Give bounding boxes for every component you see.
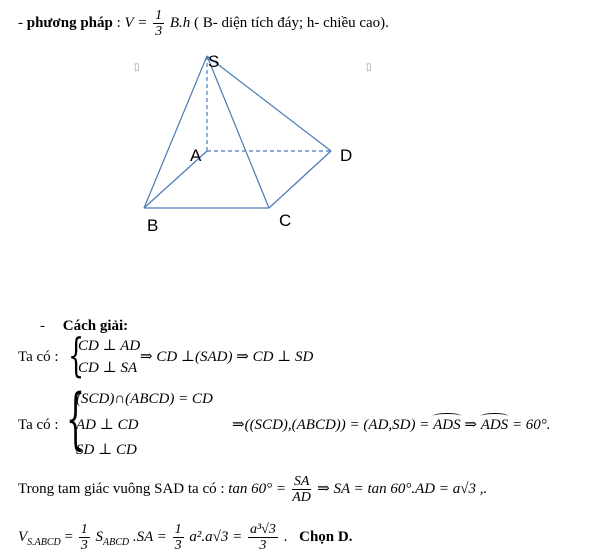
frac-den: 3	[174, 538, 182, 553]
volume-subscript: S.ABCD	[27, 536, 61, 548]
step4-end: .	[283, 528, 288, 545]
volume-symbol: V	[18, 528, 28, 545]
formula-rhs: B.h	[169, 14, 191, 31]
step2-result-c: = 60°.	[511, 417, 551, 433]
step2-brace: {	[66, 380, 85, 457]
vertex-label-A: A	[190, 146, 202, 165]
vertex-label-B: B	[147, 216, 159, 235]
step2-prefix: Ta có :	[18, 417, 59, 433]
bullet: -	[40, 318, 45, 334]
step2-result-a: ⇒((SCD),(ABCD)) = (AD,SD) =	[232, 417, 430, 433]
step2-line2: AD ⊥ CD	[76, 417, 139, 433]
vertex-label-D: D	[340, 146, 353, 165]
step2-result	[232, 416, 551, 434]
step4-line	[18, 522, 352, 553]
vertex-label-C: C	[279, 211, 292, 230]
frame-marker-left: ▯	[134, 62, 140, 73]
frame-marker-right: ▯	[366, 62, 372, 73]
edge-SB	[144, 56, 207, 208]
frac-den: 3	[155, 24, 163, 39]
step2-line1: (SCD)∩(ABCD) = CD	[76, 391, 213, 407]
frac-num: SA	[293, 474, 310, 489]
step1-brace: {	[68, 328, 85, 382]
base-area-subscript: ABCD	[103, 536, 130, 548]
answer: Chọn D.	[299, 528, 353, 545]
step4-mid3: a².a√3 =	[189, 528, 243, 545]
frac-num: 1	[80, 522, 88, 537]
fraction-3	[248, 522, 278, 553]
edge-SD	[207, 56, 331, 151]
fraction-one-third	[153, 8, 164, 39]
step1-result: ⇒ CD ⊥(SAD) ⇒ CD ⊥ SD	[140, 349, 314, 365]
method-label: phương pháp	[26, 14, 113, 31]
bullet: -	[18, 14, 23, 31]
tan-lhs: tan 60° =	[228, 480, 287, 497]
eq: =	[64, 528, 73, 545]
method-note: ( B- diện tích đáy; h- chiều cao).	[193, 14, 389, 31]
fraction-2	[173, 522, 184, 553]
vertex-label-S: S	[208, 52, 220, 71]
frac-num: a³√3	[249, 522, 276, 537]
frac-den: 3	[259, 538, 267, 553]
edge-SC	[207, 56, 269, 208]
tan-rhs: ⇒ SA = tan 60°.AD = a√3 ,.	[317, 480, 488, 497]
step4-mid2: .SA =	[132, 528, 167, 545]
step2-line3: SD ⊥ CD	[76, 442, 137, 458]
step2-result-b: ⇒	[464, 417, 477, 433]
colon: :	[116, 14, 121, 31]
step3-prefix: Trong tam giác vuông SAD ta có :	[18, 480, 225, 497]
method-line	[18, 8, 389, 39]
frac-num: 1	[155, 8, 163, 23]
step1-line2: CD ⊥ SA	[78, 360, 138, 376]
step1-line1: CD ⊥ AD	[78, 338, 141, 354]
edge-CD	[269, 151, 331, 208]
step3-line	[18, 474, 487, 505]
solution-heading: Cách giải:	[62, 318, 129, 334]
fraction-1	[79, 522, 90, 553]
frac-den: AD	[292, 490, 311, 505]
formula-lhs: V =	[124, 14, 148, 31]
angle-ADS-2: ADS	[480, 417, 509, 433]
frac-num: 1	[174, 522, 182, 537]
step1-prefix: Ta có :	[18, 349, 59, 365]
fraction-SA-AD	[292, 474, 312, 505]
base-area-symbol: S	[95, 528, 103, 545]
angle-ADS-1: ADS	[433, 417, 461, 433]
frac-den: 3	[80, 538, 88, 553]
